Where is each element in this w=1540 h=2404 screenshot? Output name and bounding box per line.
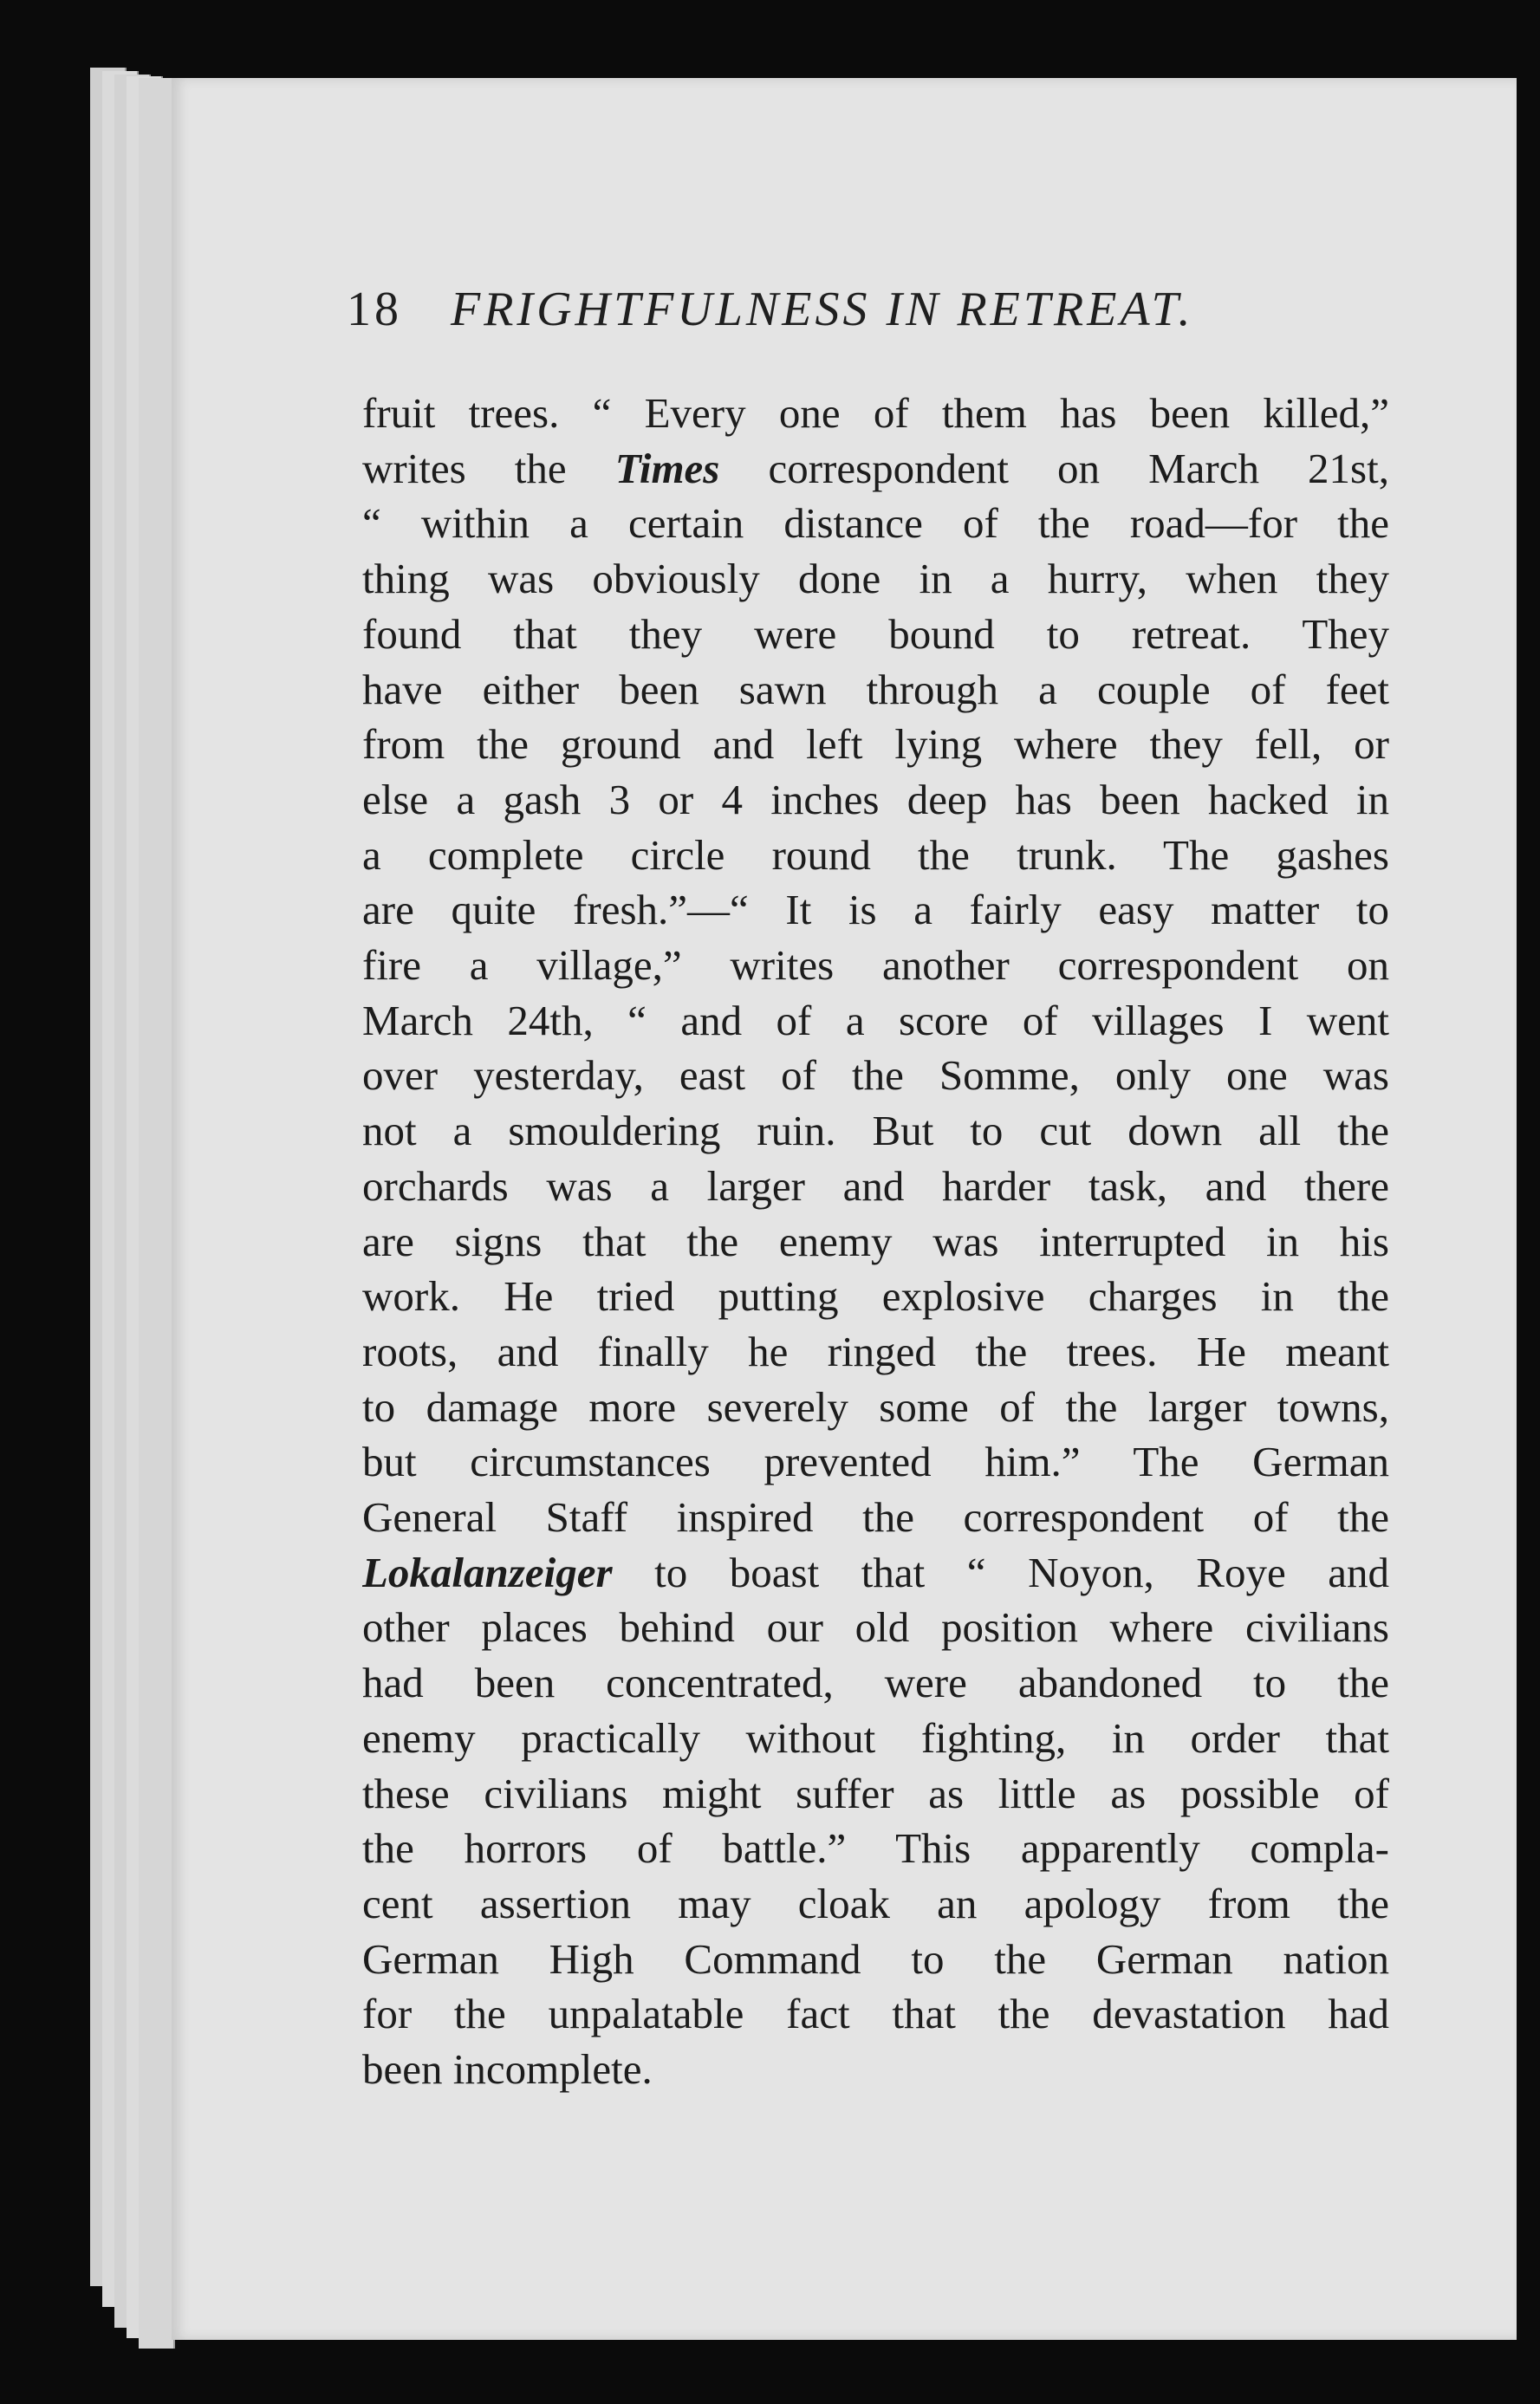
text-run: orchards was a larger and harder task, and there bbox=[362, 1161, 1389, 1210]
text-run: cent assertion may cloak an apology from the bbox=[362, 1879, 1389, 1927]
text-line bbox=[362, 607, 1389, 662]
text-run: a complete circle round the trunk. The gashes bbox=[362, 830, 1389, 879]
text-run: writes the bbox=[362, 444, 615, 492]
text-run: thing was obviously done in a hurry, when they bbox=[362, 555, 1389, 603]
text-line bbox=[362, 2042, 1389, 2097]
running-header bbox=[347, 282, 1404, 337]
text-line bbox=[362, 1434, 1389, 1490]
text-run: roots, and finally he ringed the trees. He meant bbox=[362, 1327, 1389, 1375]
text-line bbox=[362, 1876, 1389, 1932]
text-line bbox=[362, 828, 1389, 883]
text-line bbox=[362, 1655, 1389, 1711]
text-run: the horrors of battle.” This apparently compla- bbox=[362, 1824, 1389, 1873]
running-title: FRIGHTFULNESS IN RETREAT. bbox=[451, 283, 1194, 336]
text-line bbox=[362, 1159, 1389, 1214]
body-text bbox=[362, 386, 1389, 2102]
text-run: “ within a certain distance of the road—for the bbox=[362, 499, 1389, 548]
text-run: else a gash 3 or 4 inches deep has been hacked in bbox=[362, 775, 1389, 823]
text-line bbox=[362, 1048, 1389, 1103]
text-run: March 24th, “ and of a score of villages I went bbox=[362, 996, 1389, 1044]
text-run: fire a village,” writes another correspondent on bbox=[362, 941, 1389, 990]
text-run: fruit trees. “ Every one of them has been killed,” bbox=[362, 389, 1389, 437]
text-line bbox=[362, 938, 1389, 993]
text-run: General Staff inspired the correspondent of the bbox=[362, 1493, 1389, 1542]
text-line bbox=[362, 441, 1389, 497]
italic-title: Times bbox=[614, 444, 720, 492]
text-run: enemy practically without fighting, in order that bbox=[362, 1713, 1389, 1762]
text-line bbox=[362, 662, 1389, 718]
text-line bbox=[362, 1490, 1389, 1545]
text-run: other places behind our old position where civilians bbox=[362, 1603, 1389, 1652]
text-run: to boast that “ Noyon, Roye and bbox=[612, 1548, 1389, 1596]
text-line bbox=[362, 882, 1389, 938]
text-line bbox=[362, 1103, 1389, 1159]
text-line bbox=[362, 772, 1389, 828]
text-line bbox=[362, 1821, 1389, 1876]
page-number: 18 bbox=[347, 283, 402, 336]
text-line bbox=[362, 1545, 1389, 1601]
text-run: for the unpalatable fact that the devastation had bbox=[362, 1990, 1389, 2038]
text-run: these civilians might suffer as little as possible of bbox=[362, 1769, 1389, 1817]
text-line bbox=[362, 1380, 1389, 1435]
text-line bbox=[362, 551, 1389, 607]
page-edge bbox=[139, 78, 175, 2349]
text-line bbox=[362, 1932, 1389, 1987]
text-run: correspondent on March 21st, bbox=[719, 444, 1389, 492]
text-run: had been concentrated, were abandoned to the bbox=[362, 1659, 1389, 1707]
text-run: but circumstances prevented him.” The German bbox=[362, 1438, 1389, 1486]
text-run: over yesterday, east of the Somme, only one was bbox=[362, 1051, 1389, 1100]
text-run: are quite fresh.”—“ It is a fairly easy matter to bbox=[362, 886, 1389, 934]
italic-title: Lokalanzeiger bbox=[362, 1548, 613, 1596]
text-run: from the ground and left lying where they fell, or bbox=[362, 720, 1389, 769]
text-run: work. He tried putting explosive charges in the bbox=[362, 1272, 1389, 1321]
text-run: found that they were bound to retreat. They bbox=[362, 609, 1389, 658]
text-line bbox=[362, 1600, 1389, 1655]
text-line bbox=[362, 1214, 1389, 1270]
text-run: not a smouldering ruin. But to cut down all the bbox=[362, 1107, 1389, 1155]
text-line bbox=[362, 496, 1389, 551]
text-run: German High Command to the German nation bbox=[362, 1934, 1389, 1983]
text-line bbox=[362, 1986, 1389, 2042]
text-line bbox=[362, 717, 1389, 772]
text-line bbox=[362, 386, 1389, 441]
text-line bbox=[362, 1269, 1389, 1324]
text-line bbox=[362, 1324, 1389, 1380]
text-run: are signs that the enemy was interrupted in his bbox=[362, 1217, 1389, 1265]
text-run: been incomplete. bbox=[362, 2045, 653, 2094]
text-line bbox=[362, 993, 1389, 1049]
text-run: have either been sawn through a couple of feet bbox=[362, 665, 1389, 713]
text-line bbox=[362, 1711, 1389, 1766]
text-run: to damage more severely some of the larger towns, bbox=[362, 1382, 1389, 1431]
text-line bbox=[362, 1766, 1389, 1822]
